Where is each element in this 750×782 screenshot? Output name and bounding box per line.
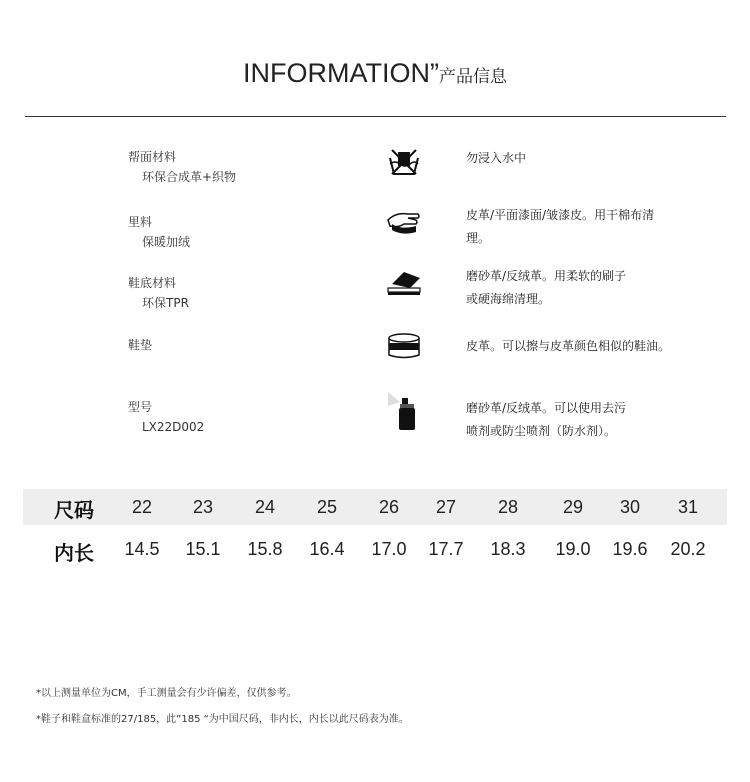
title-divider xyxy=(25,116,726,117)
page-title xyxy=(0,58,750,89)
title-english: INFORMATION” xyxy=(243,58,439,88)
material-value: 环保TPR xyxy=(142,296,189,310)
size-cell: 29 xyxy=(562,497,584,517)
title-chinese: 产品信息 xyxy=(438,67,507,87)
footnote-measurement: *以上测量单位为CM，手工测量会有少许偏差，仅供参考。 xyxy=(36,688,297,699)
length-cell: 16.4 xyxy=(309,539,345,559)
size-row-label: 尺码 xyxy=(54,498,94,522)
care-no-soak xyxy=(466,147,706,170)
length-cell: 17.0 xyxy=(371,539,407,559)
length-cell: 17.7 xyxy=(428,539,464,559)
material-label: 鞋底材料 xyxy=(128,276,177,290)
material-insole xyxy=(128,335,152,355)
material-model xyxy=(128,397,204,437)
shoe-polish-icon xyxy=(386,328,422,364)
care-leather-wipe xyxy=(466,204,706,250)
size-cell: 31 xyxy=(677,497,699,517)
length-cell: 15.1 xyxy=(185,539,221,559)
length-cell: 19.0 xyxy=(555,539,591,559)
brush-icon xyxy=(386,266,422,302)
length-cell: 18.3 xyxy=(490,539,526,559)
care-line: 磨砂革/反绒革。用柔软的刷子 xyxy=(466,269,627,283)
no-soak-icon xyxy=(386,144,422,180)
length-cell: 14.5 xyxy=(124,539,160,559)
material-label: 帮面材料 xyxy=(128,150,177,164)
material-value: LX22D002 xyxy=(142,420,205,434)
size-cell: 25 xyxy=(316,497,338,517)
material-lining xyxy=(128,212,190,252)
care-spray xyxy=(466,397,706,443)
size-cell: 26 xyxy=(378,497,400,517)
care-line: 喷剂或防尘喷剂（防水剂）。 xyxy=(466,424,617,438)
care-line: 勿浸入水中 xyxy=(466,151,527,165)
care-polish xyxy=(466,335,706,358)
hand-wipe-icon xyxy=(386,204,422,240)
care-line: 皮革。可以擦与皮革颜色相似的鞋油。 xyxy=(466,339,671,353)
spray-can-icon xyxy=(386,390,422,432)
length-cell: 20.2 xyxy=(670,539,706,559)
size-cell: 24 xyxy=(254,497,276,517)
material-value: 保暖加绒 xyxy=(142,235,191,249)
material-value: 环保合成革+织物 xyxy=(142,170,237,184)
length-cell: 19.6 xyxy=(612,539,648,559)
care-line: 磨砂革/反绒革。可以使用去污 xyxy=(466,401,627,415)
size-cell: 30 xyxy=(619,497,641,517)
length-row-label: 内长 xyxy=(54,541,94,565)
care-line: 皮革/平面漆面/皱漆皮。用干棉布清 xyxy=(466,208,655,222)
material-label: 鞋垫 xyxy=(128,338,153,352)
material-sole xyxy=(128,273,189,313)
material-label: 里料 xyxy=(128,215,153,229)
size-cell: 22 xyxy=(131,497,153,517)
length-cell: 15.8 xyxy=(247,539,283,559)
care-suede-brush xyxy=(466,265,706,311)
size-cell: 23 xyxy=(192,497,214,517)
footnote-size-standard: *鞋子和鞋盒标准的27/185，此”185 “为中国尺码，非内长，内长以此尺码表为准。 xyxy=(36,714,409,725)
size-cell: 28 xyxy=(497,497,519,517)
size-cell: 27 xyxy=(435,497,457,517)
material-label: 型号 xyxy=(128,400,153,414)
care-line: 或硬海绵清理。 xyxy=(466,292,551,306)
care-line: 理。 xyxy=(466,231,491,245)
material-upper xyxy=(128,147,236,187)
